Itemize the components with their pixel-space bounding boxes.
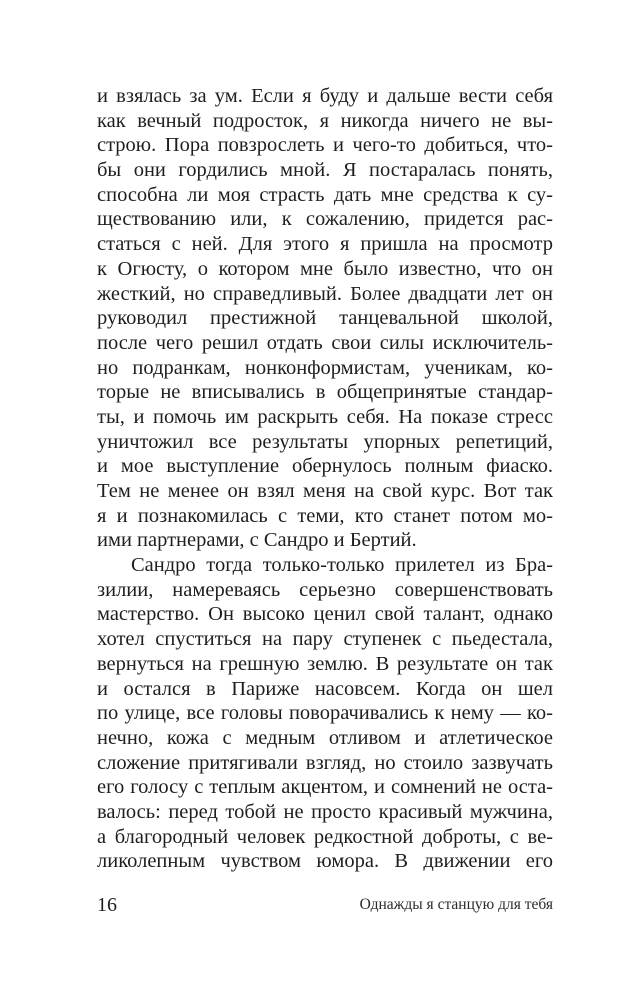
text-line: и мое выступление обернулось полным фиаско. bbox=[97, 455, 553, 478]
text-line: ими партнерами, с Сандро и Бертий. bbox=[97, 529, 417, 552]
text-line: статься с ней. Для этого я пришла на просмотр bbox=[97, 233, 553, 256]
text-line: как вечный подросток, я никогда ничего не вы- bbox=[97, 109, 553, 132]
text-line: Тем не менее он взял меня на свой курс. Вот так bbox=[97, 480, 553, 502]
body-text bbox=[97, 84, 553, 874]
text-line: хотел спуститься на пару ступенек с пьедестала, bbox=[97, 628, 553, 651]
text-line: сложение притягивали взгляд, но стоило зазвучать bbox=[97, 751, 553, 774]
running-title: Однажды я станцую для тебя bbox=[359, 896, 553, 913]
page-number: 16 bbox=[97, 894, 117, 916]
text-line: и остался в Париже насовсем. Когда он шел bbox=[97, 677, 553, 700]
text-line: бы они гордились мной. Я постаралась понять, bbox=[97, 159, 553, 182]
text-line: по улице, все головы поворачивались к нему — ко- bbox=[97, 702, 553, 725]
text-line: руководил престижной танцевальной школой, bbox=[97, 307, 553, 330]
text-line: к Огюсту, о котором мне было известно, что он bbox=[97, 257, 553, 280]
text-line: мастерство. Он высоко ценил свой талант, однако bbox=[97, 603, 553, 626]
text-line: и взялась за ум. Если я буду и дальше вести себя bbox=[97, 85, 553, 107]
text-line: уничтожил все результаты упорных репетиций, bbox=[97, 430, 553, 453]
text-line: нечно, кожа с медным отливом и атлетическое bbox=[97, 726, 553, 749]
text-line: ликолепным чувством юмора. В движении его bbox=[97, 850, 553, 873]
text-line: но подранкам, нонконформистам, ученикам, ко- bbox=[97, 356, 553, 379]
text-line: торые не вписывались в общепринятые стандар- bbox=[97, 381, 553, 404]
text-line: я и познакомилась с теми, кто станет потом мо- bbox=[97, 504, 553, 527]
text-line: зилии, намереваясь серьезно совершенствовать bbox=[97, 578, 553, 601]
text-line: его голосу с теплым акцентом, и сомнений не оста- bbox=[97, 776, 553, 799]
text-line: после чего решил отдать свои силы исключитель- bbox=[97, 331, 553, 354]
text-line: строю. Пора повзрослеть и чего-то добиться, что- bbox=[97, 134, 553, 157]
text-line: ществованию или, к сожалению, придется рас- bbox=[97, 208, 553, 231]
text-line: валось: перед тобой не просто красивый мужчина, bbox=[97, 800, 553, 823]
text-line: вернуться на грешную землю. В результате он так bbox=[97, 652, 553, 675]
text-line: жесткий, но справедливый. Более двадцати лет он bbox=[97, 282, 553, 305]
text-line: ты, и помочь им раскрыть себя. На показе стресс bbox=[97, 405, 553, 428]
text-line: Сандро тогда только-только прилетел из Бра- bbox=[131, 554, 553, 577]
text-line: способна ли моя страсть дать мне средства к су- bbox=[97, 183, 553, 206]
text-line: а благородный человек редкостной доброты, с ве- bbox=[97, 825, 553, 848]
